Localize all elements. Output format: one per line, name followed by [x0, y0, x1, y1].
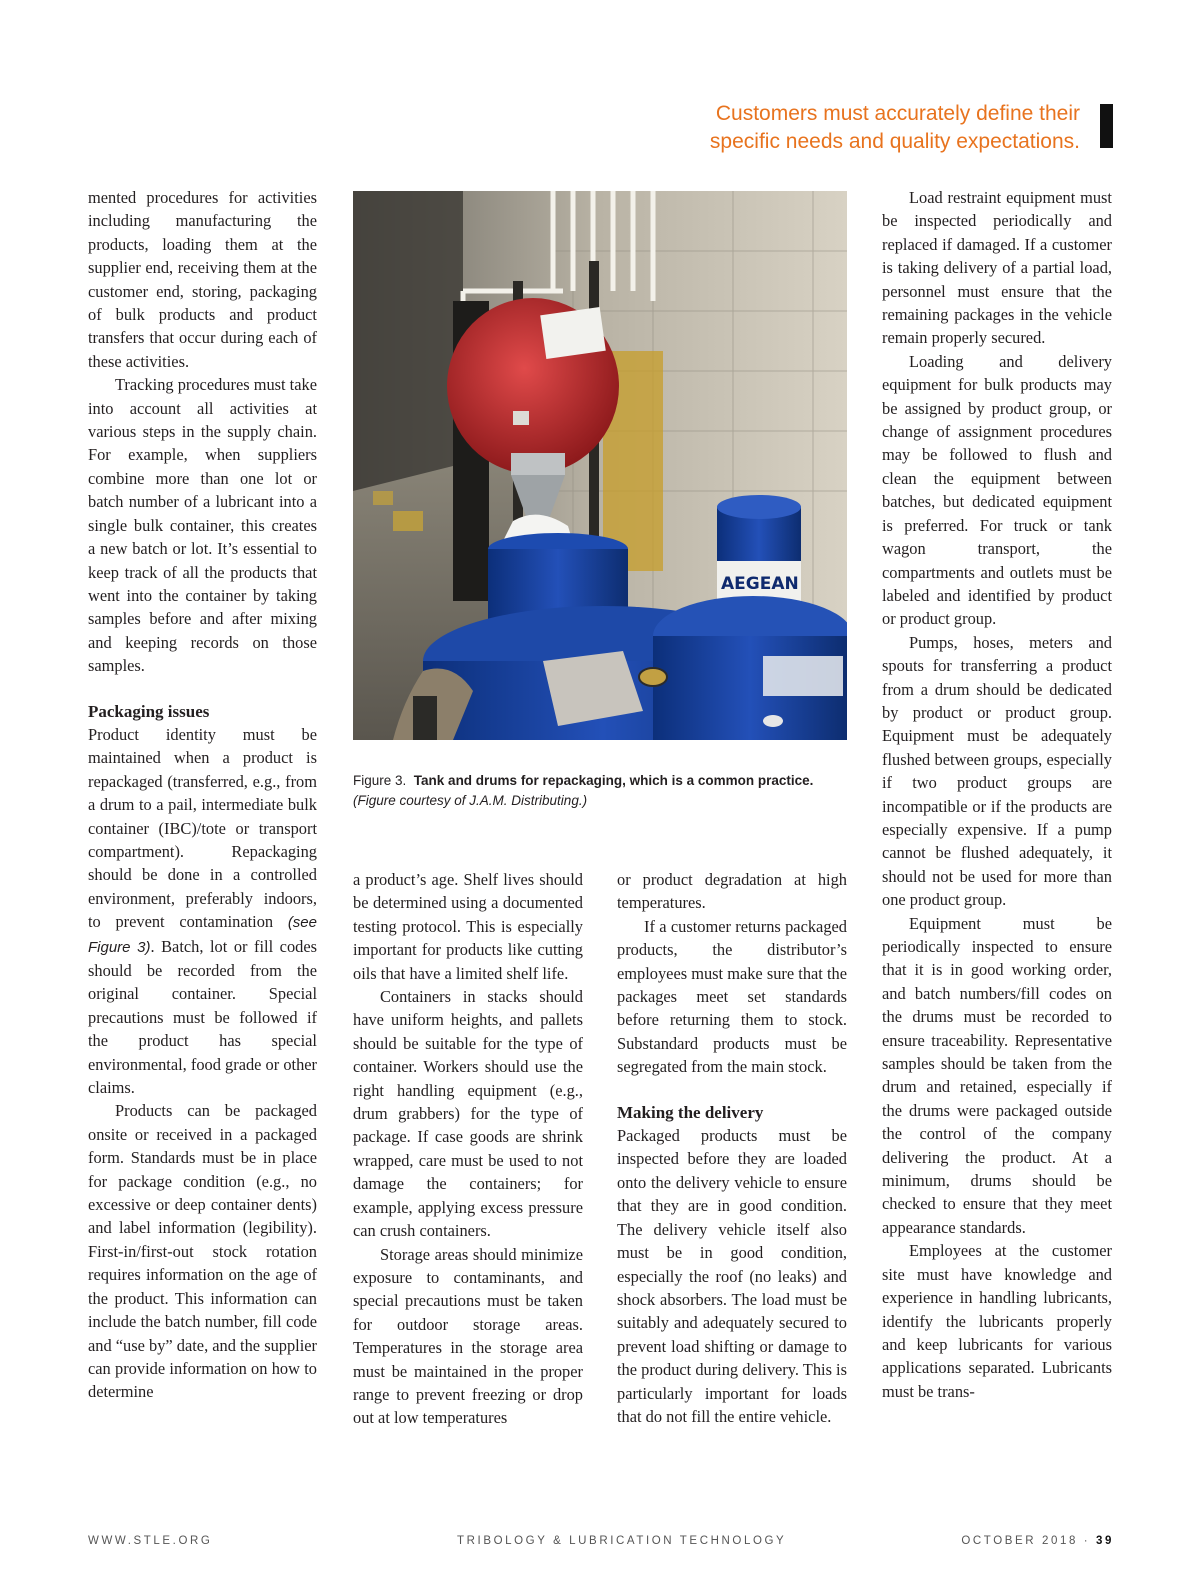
footer-website: WWW.STLE.ORG	[88, 1535, 213, 1547]
column-1	[88, 186, 317, 1404]
figure-reference: (see Figure 3)	[88, 914, 317, 956]
paragraph: Equipment must be periodically inspected to ensure that it is in good working order, and batch numbers/fill codes on the drums must be recorded to ensure traceability. Representative samples should be taken from the drum and retained, especially if the drums were packaged outside the control of the company delivering the product. At a minimum, drums should be checked to ensure that they meet appearance standards.	[882, 913, 1112, 1237]
pull-quote-line-1: Customers must accurately define their	[715, 102, 1080, 125]
figure-credit: (Figure courtesy of J.A.M. Distributing.)	[353, 793, 588, 808]
paragraph: Employees at the customer site must have knowledge and experience in handling lubricants, identify the lubricants properly and keep lubricants for various applications separated. Lubricants must be trans-	[882, 1241, 1112, 1401]
paragraph: mented procedures for activities including manufacturing the products, loading them at the supplier end, receiving them at the customer end, storing, packaging of bulk products and product transfers that occur during each of these activities.	[88, 188, 317, 371]
paragraph: Storage areas should minimize exposure to contaminants, and special precautions must be taken for outdoor storage areas. Temperatures in the storage area must be maintained in the proper range to prevent freezing or drop out at low temperatures	[353, 1244, 583, 1428]
paragraph: Pumps, hoses, meters and spouts for transferring a product from a drum should be dedicated by product or product group. Equipment must be adequately flushed between groups, especially if two product groups are incompatible or if the products are especially expensive. If a pump cannot be flushed adequately, it should not be used for more than one product group.	[882, 632, 1112, 910]
paragraph: Products can be packaged onsite or received in a packaged form. Standards must be in place for package condition (e.g., no excessive or deep container dents) and label information (legibility). First-in/first-out stock rotation requires information on the age of the product. This information can include the batch number, fill code and “use by” date, and the supplier can provide information on how to determine	[88, 1101, 317, 1402]
column-3	[617, 868, 847, 1428]
figure-photo	[353, 191, 847, 740]
paragraph: Containers in stacks should have uniform heights, and pallets should be suitable for the type of container. Workers should use the right handling equipment (e.g., drum grabbers) for the type of package. If case goods are shrink wrapped, care must be used to not damage the containers; for example, applying excess pressure can crush containers.	[353, 987, 583, 1241]
paragraph: Loading and delivery equipment for bulk products may be assigned by product group, or change of assignment procedures may be followed to flush and clean the equipment between batches, but dedicated equipment is preferred. For truck or tank wagon transport, the compartments and outlets must be labeled and identified by product or product group.	[882, 351, 1112, 629]
paragraph: If a customer returns packaged products, the distributor’s employees must make sure that the packages meet set standards before returning them to stock. Substandard products must be segregated from the main stock.	[617, 916, 847, 1077]
footer-publication: TRIBOLOGY & LUBRICATION TECHNOLOGY	[457, 1535, 787, 1547]
pull-quote-bar	[1100, 104, 1113, 148]
pull-quote	[660, 100, 1080, 156]
paragraph: Product identity must be maintained when a product is repackaged (transferred, e.g., from a drum to a pail, intermediate bulk container (IBC)/tote or transport compartment). Repackaging should be done in a controlled environment, preferably indoors, to prevent contamination (see Figure 3). Batch, lot or fill codes should be recorded from the original container. Special precautions must be followed if the product has special environmental, food grade or other claims.	[88, 724, 317, 1098]
footer-date: OCTOBER 2018	[961, 1535, 1078, 1547]
footer-separator: ·	[1083, 1535, 1091, 1547]
paragraph: Tracking procedures must take into account all activities at various steps in the supply chain. For example, when suppliers combine more than one lot or batch number of a lubricant into a single bulk container, this creates a new batch or lot. It’s essential to keep track of all the products that went into the container by taking samples before and after mixing and keeping records on those samples.	[88, 375, 317, 676]
section-heading-delivery: Making the delivery	[617, 1102, 764, 1122]
paragraph: Load restraint equipment must be inspected periodically and replaced if damaged. If a customer is taking delivery of a partial load, personnel must ensure that the remaining packages in the vehicle remain properly secured.	[882, 188, 1112, 348]
figure-label: Figure 3.	[353, 773, 407, 788]
page-number: 39	[1096, 1535, 1114, 1547]
figure-caption-text: Tank and drums for repackaging, which is a common practice.	[413, 773, 814, 788]
paragraph: a product’s age. Shelf lives should be determined using a documented testing protocol. This is especially important for products like cutting oils that have a limited shelf life.	[353, 870, 583, 983]
column-2	[353, 868, 583, 1430]
pull-quote-line-2: specific needs and quality expectations.	[709, 130, 1080, 153]
paragraph: Packaged products must be inspected before they are loaded onto the delivery vehicle to ensure that they are in good condition. The delivery vehicle itself also must be in good condition, especially the roof (no leaks) and shock absorbers. The load must be suitably and adequately secured to prevent load shifting or damage to the product during delivery. This is particularly important for loads that do not fill the entire vehicle.	[617, 1126, 847, 1426]
paragraph: or product degradation at high temperatures.	[617, 870, 847, 913]
drum-label-text: AEGEAN	[721, 574, 799, 594]
column-4	[882, 186, 1112, 1403]
section-heading-packaging: Packaging issues	[88, 701, 210, 721]
footer-issue	[961, 1535, 1114, 1547]
figure-caption	[353, 771, 853, 811]
warehouse-photo-image	[353, 191, 847, 740]
